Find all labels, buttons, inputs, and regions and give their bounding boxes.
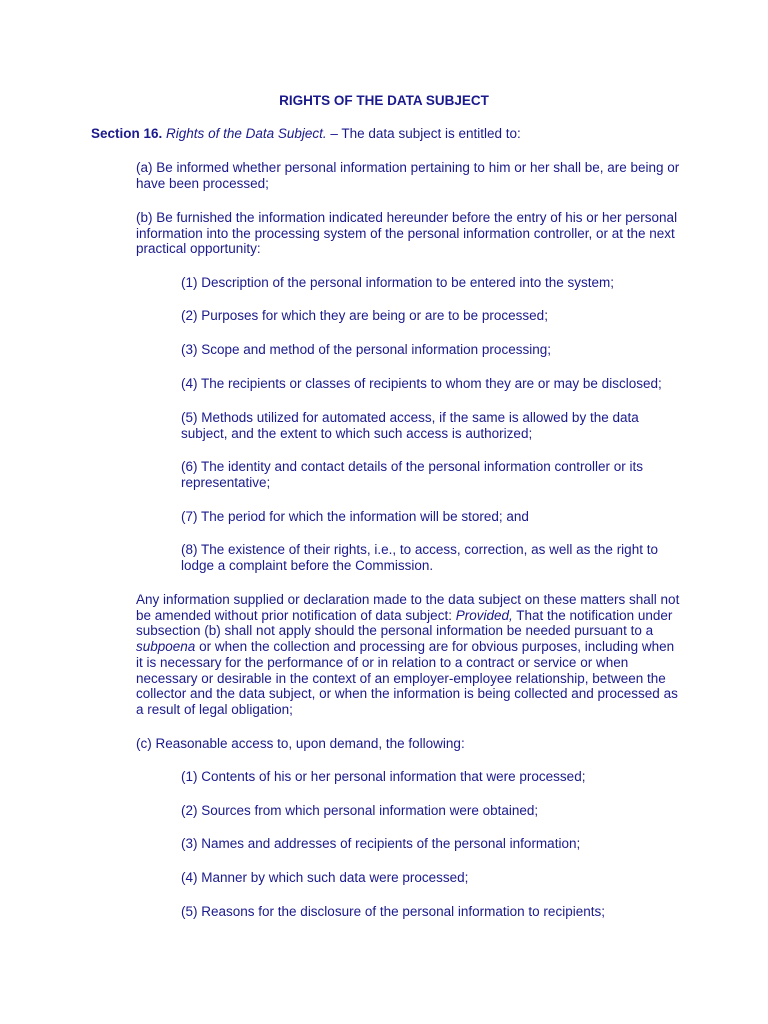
c-subitem: (2) Sources from which personal information were obtained; [181,803,539,818]
proviso-text: That the notification under subsection (b) shall not apply should the personal information be needed pursuant to a [136,607,673,639]
section-label: Section 16. [91,126,163,141]
proviso-text: or when the collection and processing are for obvious purposes, including when it is necessary for the performance of or in relation to a contract or service or when necessary or desirable in the context of an employer-employee relationship, between the collector and the data subject, or when the information is being collected and processed as a result of legal obligation; [136,639,678,717]
c-subitem: (4) Manner by which such data were processed; [181,870,469,885]
b-subitem: (7) The period for which the information will be stored; and [181,509,529,524]
b-subitem: (4) The recipients or classes of recipients to whom they are or may be disclosed; [181,376,662,391]
b-subitem: (1) Description of the personal information to be entered into the system; [181,275,614,290]
b-subitem: (3) Scope and method of the personal information processing; [181,342,551,357]
section-intro-text: – The data subject is entitled to: [326,126,521,141]
section-heading: Rights of the Data Subject. [166,126,327,141]
proviso-text: Any information supplied or declaration made to the data subject on these matters shall not be amended without prior notification of data subject: [136,592,680,623]
b-subitem: (6) The identity and contact details of the personal information controller or its representative; [181,459,643,490]
b-subitem: (2) Purposes for which they are being or are to be processed; [181,308,548,323]
proviso-provided: Provided, [455,607,513,623]
b-subitem: (5) Methods utilized for automated access, if the same is allowed by the data subject, and the extent to which such access is authorized; [181,410,639,441]
proviso-paragraph [136,592,681,718]
section-intro [91,126,691,142]
proviso-subpoena: subpoena [136,639,196,655]
c-subitem: (5) Reasons for the disclosure of the personal information to recipients; [181,904,605,919]
item-c: (c) Reasonable access to, upon demand, the following: [136,736,465,751]
c-subitem: (3) Names and addresses of recipients of the personal information; [181,836,581,851]
page-title: RIGHTS OF THE DATA SUBJECT [279,93,489,108]
item-a: (a) Be informed whether personal information pertaining to him or her shall be, are being or have been processed; [136,160,680,191]
b-subitem: (8) The existence of their rights, i.e., to access, correction, as well as the right to lodge a complaint before the Commission. [181,542,658,573]
item-b: (b) Be furnished the information indicated hereunder before the entry of his or her personal information into the processing system of the personal information controller, or at the next practical opportunity: [136,210,678,257]
c-subitem: (1) Contents of his or her personal information that were processed; [181,769,586,784]
